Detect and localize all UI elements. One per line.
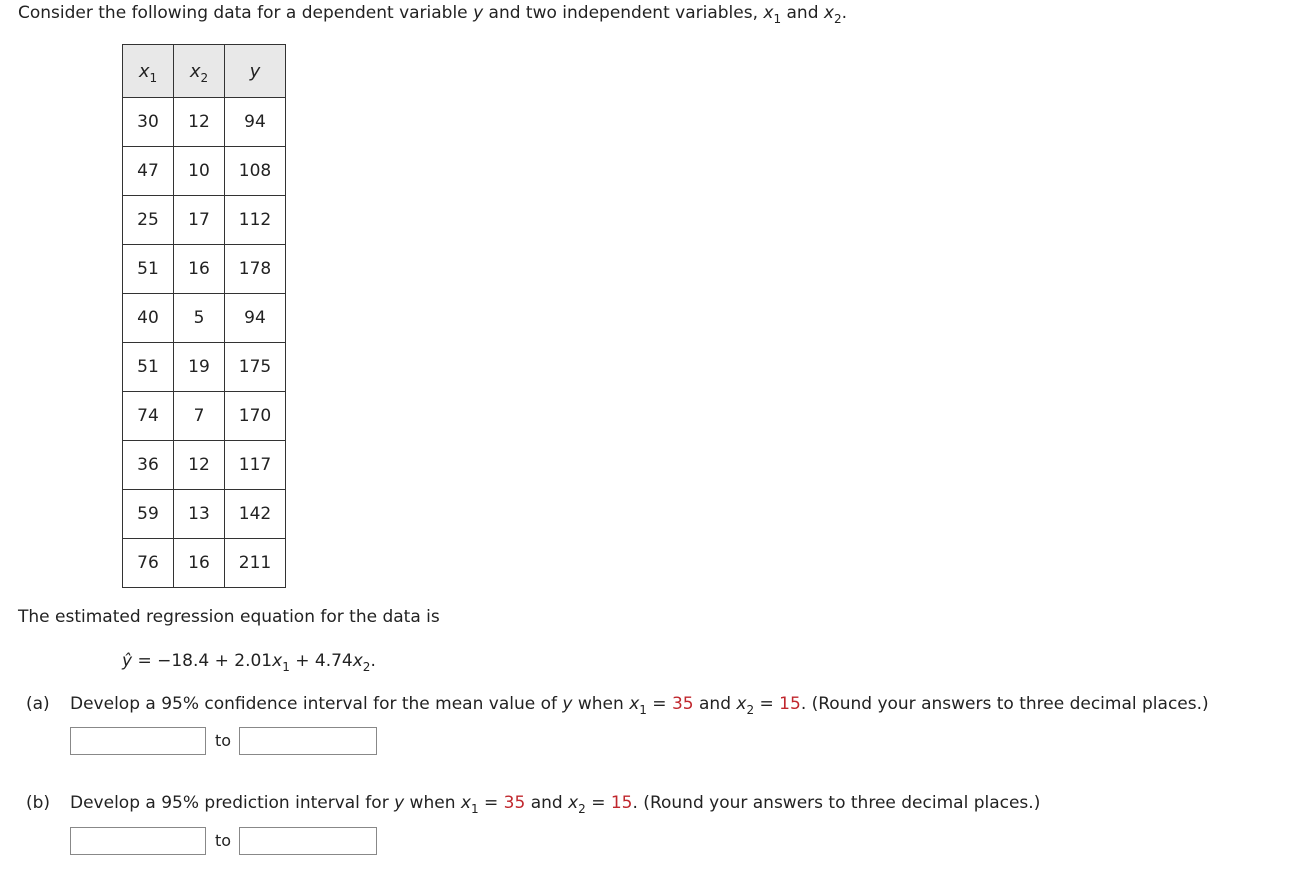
part-a-x1-value: 35 (671, 694, 694, 714)
intro-text: Consider the following data for a dependent variable (18, 3, 474, 23)
part-a-x2-value: 15 (779, 694, 801, 714)
header-x2: $x_2$ (174, 45, 225, 98)
regression-label: The estimated regression equation for the data is (18, 607, 440, 627)
part-a-upper-input[interactable] (239, 727, 377, 755)
regression-equation: ŷ = $-18.4 + 2.01x_1 + 4.74x_2$. (122, 651, 376, 674)
intro-sub-2: 2 (833, 12, 842, 26)
table-row: 47 10 108 (123, 147, 286, 196)
problem-intro (18, 3, 848, 26)
table-row: 40 5 94 (123, 294, 286, 343)
part-b-upper-input[interactable] (239, 827, 377, 855)
intro-sub-1: 1 (773, 12, 782, 26)
intro-x2: x (823, 3, 834, 23)
intro-text-2: and two independent variables, (483, 3, 764, 23)
part-a-question: Develop a 95% confidence interval for the mean value of y when $x_1 = 35$ and $x_2 = 15$. (Round your answers to three decimal places.) (70, 694, 1209, 717)
table-row: 59 13 142 (123, 490, 286, 539)
yhat: ŷ (122, 651, 133, 671)
table-row: 51 19 175 (123, 343, 286, 392)
part-a-to: to (215, 731, 232, 750)
part-b-question: Develop a 95% prediction interval for y when $x_1 = 35$ and $x_2 = 15$. (Round your answers to three decimal places.) (70, 793, 1041, 816)
part-b-to: to (215, 831, 232, 850)
part-a-lower-input[interactable] (70, 727, 206, 755)
part-b-label: (b) (26, 793, 51, 813)
intro-end: . (841, 3, 848, 23)
intro-and: and (781, 3, 824, 23)
table-row: 36 12 117 (123, 441, 286, 490)
table-header-row (123, 45, 286, 98)
table-row: 74 7 170 (123, 392, 286, 441)
table-row: 51 16 178 (123, 245, 286, 294)
part-b-x1-value: 35 (503, 793, 526, 813)
part-b-x2-value: 15 (610, 793, 633, 813)
table-row: 30 12 94 (123, 98, 286, 147)
table-row: 25 17 112 (123, 196, 286, 245)
part-a-label: (a) (26, 694, 50, 714)
intro-y: y (473, 3, 484, 23)
header-x1: $x_1$ (123, 45, 174, 98)
table-row: 76 16 211 (123, 539, 286, 588)
header-y: y (225, 45, 286, 98)
part-b-lower-input[interactable] (70, 827, 206, 855)
data-table (122, 44, 286, 588)
intro-x1: x (763, 3, 774, 23)
